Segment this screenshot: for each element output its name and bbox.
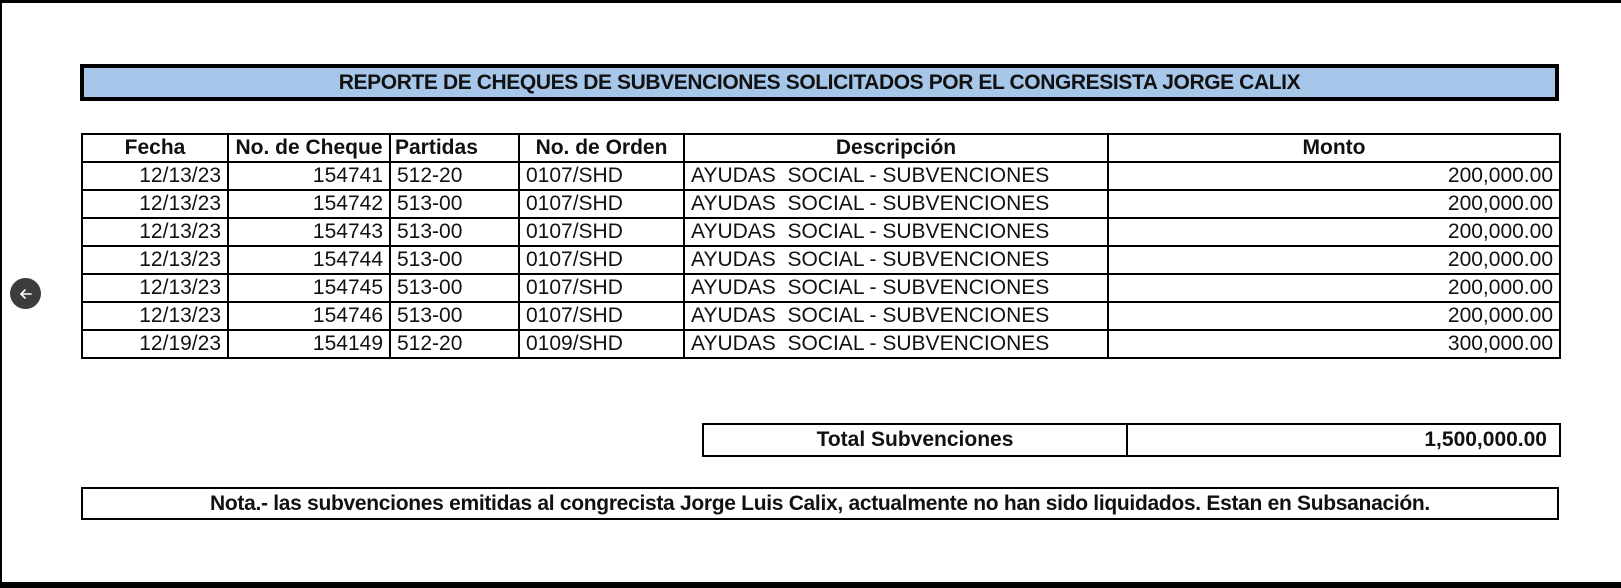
cell-descripcion: AYUDAS SOCIAL - SUBVENCIONES: [684, 190, 1108, 218]
cell-orden: 0107/SHD: [519, 162, 684, 190]
header-fecha: Fecha: [82, 134, 228, 162]
arrow-left-icon: [18, 286, 34, 302]
cell-fecha: 12/13/23: [82, 274, 228, 302]
cell-orden: 0109/SHD: [519, 330, 684, 358]
header-partidas: Partidas: [390, 134, 519, 162]
cell-cheque: 154745: [228, 274, 390, 302]
table-row: [82, 190, 1560, 218]
cell-descripcion: AYUDAS SOCIAL - SUBVENCIONES: [684, 218, 1108, 246]
cell-monto: 200,000.00: [1108, 190, 1560, 218]
back-button[interactable]: [10, 278, 41, 309]
frame-bottom-border: [0, 582, 1621, 588]
total-table: [702, 423, 1561, 457]
note-text: Nota.- las subvenciones emitidas al congrecista Jorge Luis Calix, actualmente no han sido liquidados. Estan en Subsanación.: [81, 487, 1559, 520]
cell-cheque: 154743: [228, 218, 390, 246]
cell-orden: 0107/SHD: [519, 218, 684, 246]
cell-partidas: 513-00: [390, 190, 519, 218]
frame-left-border: [0, 0, 2, 588]
cell-orden: 0107/SHD: [519, 274, 684, 302]
cell-monto: 200,000.00: [1108, 162, 1560, 190]
cell-partidas: 513-00: [390, 218, 519, 246]
cell-orden: 0107/SHD: [519, 246, 684, 274]
cell-cheque: 154744: [228, 246, 390, 274]
checks-table: [81, 133, 1561, 359]
cell-descripcion: AYUDAS SOCIAL - SUBVENCIONES: [684, 330, 1108, 358]
cell-monto: 200,000.00: [1108, 274, 1560, 302]
cell-fecha: 12/13/23: [82, 218, 228, 246]
cell-partidas: 512-20: [390, 162, 519, 190]
cell-cheque: 154746: [228, 302, 390, 330]
table-row: [82, 162, 1560, 190]
cell-monto: 300,000.00: [1108, 330, 1560, 358]
header-orden: No. de Orden: [519, 134, 684, 162]
cell-descripcion: AYUDAS SOCIAL - SUBVENCIONES: [684, 246, 1108, 274]
table-row: [82, 274, 1560, 302]
frame-top-border: [0, 0, 1621, 3]
cell-partidas: 513-00: [390, 302, 519, 330]
total-label: Total Subvenciones: [703, 424, 1127, 456]
cell-fecha: 12/19/23: [82, 330, 228, 358]
header-monto: Monto: [1108, 134, 1560, 162]
cell-partidas: 513-00: [390, 274, 519, 302]
cell-fecha: 12/13/23: [82, 246, 228, 274]
cell-partidas: 513-00: [390, 246, 519, 274]
header-cheque: No. de Cheque: [228, 134, 390, 162]
report-title: REPORTE DE CHEQUES DE SUBVENCIONES SOLICITADOS POR EL CONGRESISTA JORGE CALIX: [80, 64, 1559, 101]
cell-fecha: 12/13/23: [82, 190, 228, 218]
cell-cheque: 154149: [228, 330, 390, 358]
table-header-row: [82, 134, 1560, 162]
header-descripcion: Descripción: [684, 134, 1108, 162]
cell-descripcion: AYUDAS SOCIAL - SUBVENCIONES: [684, 302, 1108, 330]
table-row: [82, 330, 1560, 358]
cell-orden: 0107/SHD: [519, 190, 684, 218]
cell-cheque: 154741: [228, 162, 390, 190]
cell-monto: 200,000.00: [1108, 246, 1560, 274]
table-row: [82, 246, 1560, 274]
table-row: [82, 218, 1560, 246]
cell-cheque: 154742: [228, 190, 390, 218]
cell-monto: 200,000.00: [1108, 218, 1560, 246]
table-row: [82, 302, 1560, 330]
cell-orden: 0107/SHD: [519, 302, 684, 330]
cell-fecha: 12/13/23: [82, 302, 228, 330]
cell-descripcion: AYUDAS SOCIAL - SUBVENCIONES: [684, 162, 1108, 190]
cell-fecha: 12/13/23: [82, 162, 228, 190]
cell-partidas: 512-20: [390, 330, 519, 358]
total-value: 1,500,000.00: [1127, 424, 1560, 456]
total-row: [703, 424, 1560, 456]
cell-descripcion: AYUDAS SOCIAL - SUBVENCIONES: [684, 274, 1108, 302]
cell-monto: 200,000.00: [1108, 302, 1560, 330]
